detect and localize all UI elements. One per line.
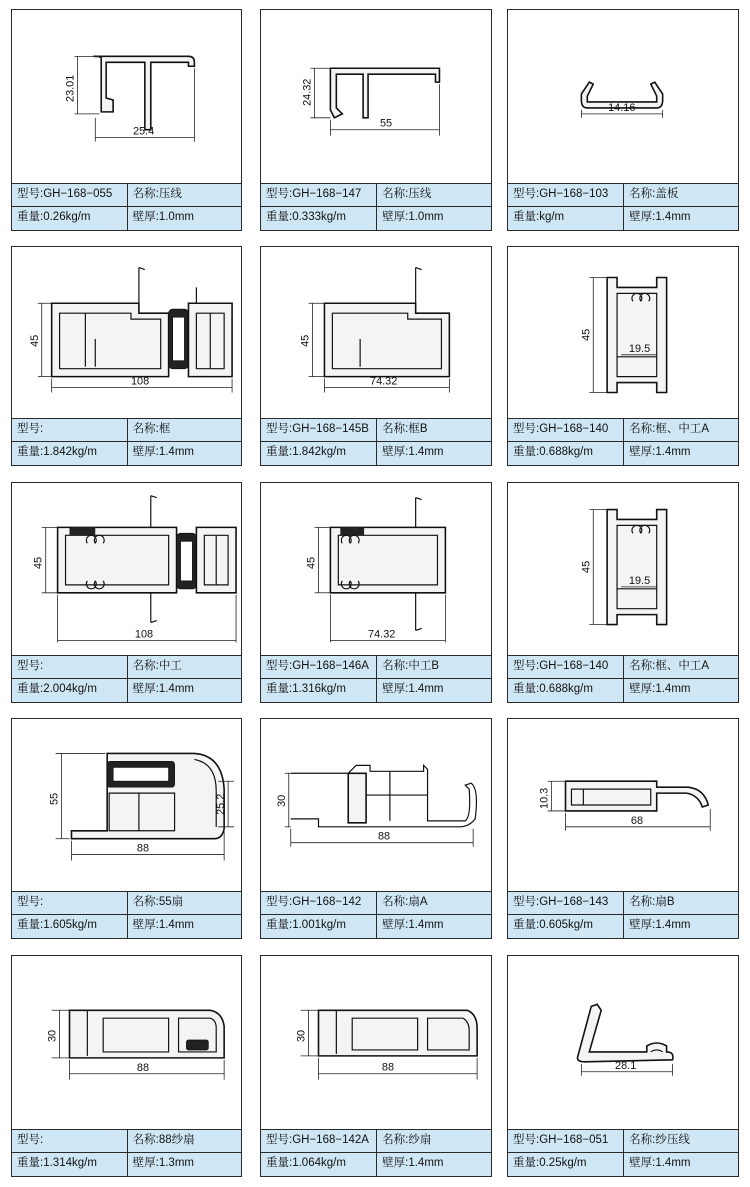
dim-width: 19.5	[628, 342, 651, 355]
name-field	[128, 892, 241, 914]
model-field	[508, 1130, 624, 1152]
profile-drawing	[261, 483, 491, 656]
dim-width: 68	[630, 814, 644, 827]
weight-field	[12, 207, 128, 230]
model-field	[261, 419, 377, 441]
wall-value: 1.4mm	[408, 446, 444, 458]
name-field	[624, 184, 738, 206]
name-value: 压线	[408, 188, 432, 200]
weight-label: 重量:	[266, 919, 293, 931]
name-value: 中工B	[408, 660, 440, 672]
name-value: 盖板	[655, 188, 679, 200]
model-label: 型号:	[513, 660, 540, 672]
name-value: 88纱扇	[158, 1134, 195, 1146]
dim-height: 45	[305, 556, 318, 570]
model-label: 型号:	[266, 660, 293, 672]
name-label: 名称:	[132, 660, 159, 672]
name-field	[377, 1130, 491, 1152]
weight-value: kg/m	[539, 211, 565, 223]
profile-card-10	[11, 718, 242, 939]
wall-label: 壁厚:	[629, 683, 656, 695]
model-value: GH−168−145B	[292, 423, 369, 435]
dim-width: 108	[134, 628, 154, 641]
spec-table	[12, 655, 241, 702]
weight-value: 0.605kg/m	[539, 919, 593, 931]
profile-card-14	[260, 955, 492, 1177]
weight-field	[12, 679, 128, 702]
wall-field	[377, 1153, 491, 1176]
model-field	[12, 419, 128, 441]
profile-drawing	[12, 10, 241, 184]
weight-label: 重量:	[513, 1157, 540, 1169]
model-label: 型号:	[17, 896, 44, 908]
weight-field	[261, 442, 377, 465]
weight-label: 重量:	[17, 211, 44, 223]
dim-height: 45	[580, 328, 593, 341]
spec-table	[261, 418, 491, 465]
dim-height: 10.3	[538, 787, 551, 809]
name-value: 框	[158, 423, 171, 435]
wall-field	[377, 442, 491, 465]
wall-label: 壁厚:	[382, 683, 409, 695]
name-label: 名称:	[132, 188, 159, 200]
name-field	[377, 892, 491, 914]
weight-value: 0.26kg/m	[43, 211, 91, 223]
name-field	[624, 892, 738, 914]
wall-value: 1.4mm	[655, 211, 691, 223]
weight-value: 1.842kg/m	[292, 446, 346, 458]
weight-label: 重量:	[266, 683, 293, 695]
model-label: 型号:	[513, 1134, 540, 1146]
model-field	[261, 892, 377, 914]
name-label: 名称:	[629, 188, 656, 200]
profile-drawing	[508, 10, 738, 184]
wall-label: 壁厚:	[132, 446, 159, 458]
model-field	[12, 1130, 128, 1152]
wall-value: 1.4mm	[655, 1157, 691, 1169]
name-field	[624, 656, 738, 678]
wall-value: 1.0mm	[408, 211, 444, 223]
profile-drawing	[261, 247, 491, 419]
name-value: 55扇	[158, 896, 184, 908]
wall-label: 壁厚:	[132, 919, 159, 931]
wall-label: 壁厚:	[629, 1157, 656, 1169]
weight-label: 重量:	[266, 1157, 293, 1169]
name-field	[128, 419, 241, 441]
weight-value: 0.333kg/m	[292, 211, 346, 223]
spec-table	[508, 1129, 738, 1176]
model-value: GH−168−146A	[292, 660, 369, 672]
dim-height: 23.01	[64, 74, 77, 102]
dim-height: 30	[275, 794, 288, 807]
model-value: GH−168−147	[292, 188, 362, 200]
profile-drawing	[261, 719, 491, 892]
name-label: 名称:	[382, 896, 409, 908]
wall-value: 1.4mm	[655, 446, 691, 458]
model-label: 型号:	[17, 1134, 44, 1146]
weight-value: 0.25kg/m	[539, 1157, 587, 1169]
wall-field	[377, 679, 491, 702]
wall-value: 1.4mm	[408, 683, 444, 695]
name-value: 扇A	[408, 896, 428, 908]
weight-label: 重量:	[17, 683, 44, 695]
profile-card-1	[11, 9, 242, 231]
dim-width: 74.32	[370, 375, 398, 388]
dim-width: 88	[377, 830, 391, 843]
wall-label: 壁厚:	[132, 211, 159, 223]
profile-card-2	[260, 9, 492, 231]
wall-label: 壁厚:	[132, 1157, 159, 1169]
model-value: GH−168−143	[539, 896, 609, 908]
weight-label: 重量:	[266, 211, 293, 223]
spec-table	[261, 891, 491, 938]
wall-value: 1.4mm	[408, 919, 444, 931]
dim-width: 25.4	[132, 125, 155, 138]
name-label: 名称:	[629, 1134, 656, 1146]
dim-width: 108	[130, 375, 150, 388]
wall-value: 1.4mm	[158, 683, 194, 695]
weight-field	[12, 1153, 128, 1176]
dim-width: 28.1	[615, 1059, 637, 1072]
name-field	[128, 184, 241, 206]
model-field	[508, 184, 624, 206]
wall-field	[128, 207, 241, 230]
wall-value: 1.0mm	[158, 211, 194, 223]
model-label: 型号:	[266, 1134, 293, 1146]
weight-label: 重量:	[513, 919, 540, 931]
spec-table	[261, 1129, 491, 1176]
dim-width: 55	[379, 117, 393, 130]
profile-drawing	[12, 483, 241, 656]
name-value: 框、中工A	[655, 423, 710, 435]
dim-width: 74.32	[368, 628, 396, 641]
model-field	[261, 656, 377, 678]
weight-value: 1.001kg/m	[292, 919, 346, 931]
model-value: GH−168−140	[539, 423, 609, 435]
dim-height: 55	[48, 792, 61, 806]
profile-card-4	[11, 246, 242, 466]
model-value: GH−168−055	[43, 188, 113, 200]
model-label: 型号:	[513, 896, 540, 908]
weight-field	[508, 1153, 624, 1176]
model-label: 型号:	[513, 188, 540, 200]
model-label: 型号:	[17, 660, 44, 672]
weight-value: 1.316kg/m	[292, 683, 346, 695]
weight-label: 重量:	[17, 919, 44, 931]
name-value: 框、中工A	[655, 660, 710, 672]
name-value: 纱压线	[655, 1134, 690, 1146]
spec-table	[508, 655, 738, 702]
weight-value: 1.314kg/m	[43, 1157, 97, 1169]
model-value: GH−168−051	[539, 1134, 609, 1146]
name-field	[128, 1130, 241, 1152]
wall-value: 1.4mm	[158, 919, 194, 931]
profile-drawing	[12, 719, 241, 892]
name-field	[377, 184, 491, 206]
wall-field	[624, 679, 738, 702]
dim-width: 19.5	[628, 574, 651, 587]
wall-field	[128, 679, 241, 702]
profile-drawing	[261, 956, 491, 1130]
model-value: GH−168−142A	[292, 1134, 369, 1146]
profile-drawing	[261, 10, 491, 184]
weight-field	[508, 679, 624, 702]
spec-table	[12, 418, 241, 465]
name-label: 名称:	[132, 896, 159, 908]
profile-card-7	[11, 482, 242, 703]
wall-field	[377, 915, 491, 938]
wall-value: 1.3mm	[158, 1157, 194, 1169]
name-field	[377, 419, 491, 441]
wall-label: 壁厚:	[382, 446, 409, 458]
name-label: 名称:	[132, 423, 159, 435]
profile-drawing	[508, 719, 738, 892]
dim-width: 88	[136, 1061, 150, 1074]
model-label: 型号:	[266, 188, 293, 200]
weight-value: 1.842kg/m	[43, 446, 97, 458]
dim-height: 24.32	[301, 78, 314, 106]
model-label: 型号:	[266, 423, 293, 435]
model-value: GH−168−103	[539, 188, 609, 200]
dim-width: 88	[381, 1061, 395, 1074]
wall-field	[624, 442, 738, 465]
profile-card-15	[507, 955, 739, 1177]
wall-label: 壁厚:	[382, 1157, 409, 1169]
name-value: 扇B	[655, 896, 675, 908]
wall-value: 1.4mm	[408, 1157, 444, 1169]
wall-field	[377, 207, 491, 230]
dim-height: 45	[32, 556, 45, 570]
name-label: 名称:	[382, 1134, 409, 1146]
weight-field	[261, 679, 377, 702]
name-field	[128, 656, 241, 678]
profile-drawing	[508, 956, 738, 1130]
weight-field	[261, 915, 377, 938]
name-label: 名称:	[629, 423, 656, 435]
dim-height: 45	[28, 334, 41, 347]
model-field	[261, 1130, 377, 1152]
model-field	[12, 656, 128, 678]
wall-field	[624, 915, 738, 938]
profile-card-8	[260, 482, 492, 703]
name-field	[624, 1130, 738, 1152]
profile-card-6	[507, 246, 739, 466]
model-label: 型号:	[513, 423, 540, 435]
profile-drawing	[508, 247, 738, 419]
weight-label: 重量:	[513, 211, 540, 223]
weight-value: 0.688kg/m	[539, 683, 593, 695]
dim-height: 30	[46, 1029, 59, 1043]
profile-card-3	[507, 9, 739, 231]
profile-card-13	[11, 955, 242, 1177]
weight-field	[12, 442, 128, 465]
dim-height: 45	[299, 334, 312, 347]
model-label: 型号:	[17, 423, 44, 435]
name-label: 名称:	[629, 660, 656, 672]
dim-flange: 25.2	[215, 793, 228, 815]
name-field	[624, 419, 738, 441]
name-label: 名称:	[382, 188, 409, 200]
weight-field	[508, 207, 624, 230]
name-value: 框B	[408, 423, 428, 435]
wall-label: 壁厚:	[629, 211, 656, 223]
weight-value: 1.064kg/m	[292, 1157, 346, 1169]
model-value: GH−168−140	[539, 660, 609, 672]
profile-drawing	[12, 247, 241, 419]
wall-value: 1.4mm	[158, 446, 194, 458]
profile-card-12	[507, 718, 739, 939]
model-field	[12, 184, 128, 206]
name-label: 名称:	[629, 896, 656, 908]
wall-field	[128, 1153, 241, 1176]
model-label: 型号:	[17, 188, 44, 200]
wall-label: 壁厚:	[629, 446, 656, 458]
spec-table	[261, 183, 491, 230]
dim-height: 30	[295, 1029, 308, 1043]
name-value: 压线	[158, 188, 182, 200]
spec-table	[12, 183, 241, 230]
weight-value: 0.688kg/m	[539, 446, 593, 458]
weight-field	[261, 207, 377, 230]
model-field	[508, 892, 624, 914]
profile-card-9	[507, 482, 739, 703]
name-label: 名称:	[382, 423, 409, 435]
profile-drawing	[508, 483, 738, 656]
profile-card-11	[260, 718, 492, 939]
name-value: 中工	[158, 660, 182, 672]
spec-table	[508, 418, 738, 465]
wall-field	[128, 915, 241, 938]
name-value: 纱扇	[408, 1134, 432, 1146]
spec-table	[508, 891, 738, 938]
spec-table	[261, 655, 491, 702]
weight-field	[508, 442, 624, 465]
dim-width: 14.16	[608, 101, 636, 114]
weight-value: 2.004kg/m	[43, 683, 97, 695]
weight-label: 重量:	[17, 446, 44, 458]
wall-value: 1.4mm	[655, 683, 691, 695]
spec-table	[12, 891, 241, 938]
model-value: GH−168−142	[292, 896, 362, 908]
wall-label: 壁厚:	[382, 919, 409, 931]
wall-label: 壁厚:	[382, 211, 409, 223]
weight-label: 重量:	[17, 1157, 44, 1169]
model-field	[261, 184, 377, 206]
weight-field	[12, 915, 128, 938]
weight-field	[261, 1153, 377, 1176]
wall-label: 壁厚:	[629, 919, 656, 931]
wall-value: 1.4mm	[655, 919, 691, 931]
dim-width: 88	[136, 842, 150, 855]
model-label: 型号:	[266, 896, 293, 908]
spec-table	[12, 1129, 241, 1176]
wall-field	[624, 207, 738, 230]
wall-label: 壁厚:	[132, 683, 159, 695]
spec-table	[508, 183, 738, 230]
dim-height: 45	[580, 560, 593, 573]
model-field	[508, 656, 624, 678]
profile-drawing	[12, 956, 241, 1130]
weight-label: 重量:	[266, 446, 293, 458]
name-field	[377, 656, 491, 678]
weight-value: 1.605kg/m	[43, 919, 97, 931]
model-field	[508, 419, 624, 441]
name-label: 名称:	[382, 660, 409, 672]
wall-field	[624, 1153, 738, 1176]
model-field	[12, 892, 128, 914]
weight-field	[508, 915, 624, 938]
name-label: 名称:	[132, 1134, 159, 1146]
profile-card-5	[260, 246, 492, 466]
weight-label: 重量:	[513, 683, 540, 695]
weight-label: 重量:	[513, 446, 540, 458]
wall-field	[128, 442, 241, 465]
